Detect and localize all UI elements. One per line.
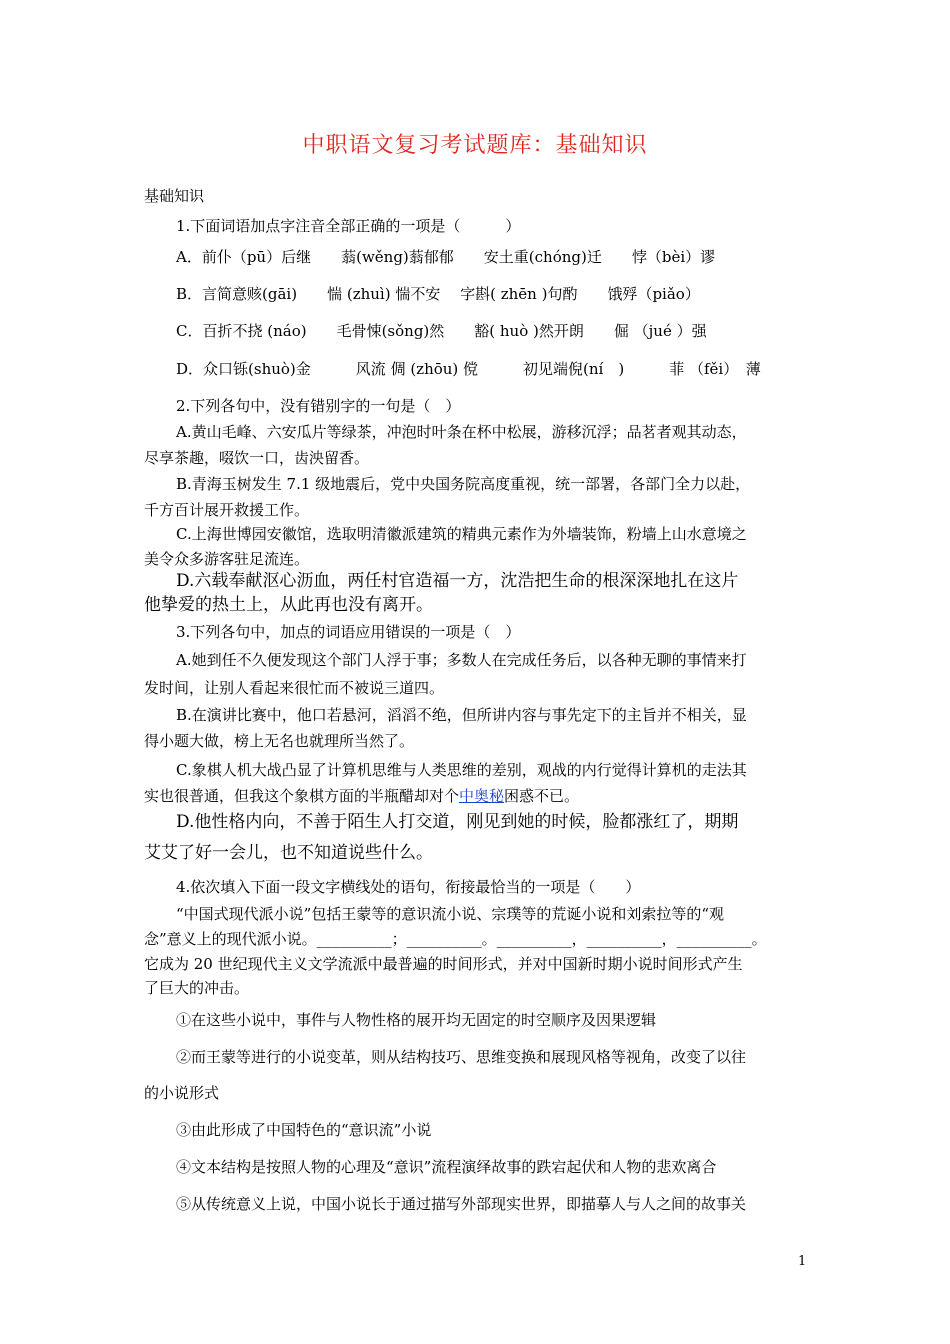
- q2-option-a-line1: A.黄山毛峰、六安瓜片等绿茶，冲泡时叶条在杯中松展，游移沉浮；品茗者观其动态，: [176, 423, 747, 441]
- q2-option-d-line1: D.六载奉献沤心沥血，两任村官造福一方，沈浩把生命的根深深地扎在这片: [176, 571, 739, 591]
- section-heading: 基础知识: [144, 187, 205, 205]
- q4-sentence-1: ①在这些小说中，事件与人物性格的展开均无固定的时空顺序及因果逻辑: [176, 1011, 657, 1029]
- q3-option-c-text-before: 实也很普通，但我这个象棋方面的半瓶醋却对个: [144, 787, 460, 805]
- q1-option-b: B．言简意赅(gāi) 惴 (zhuì) 惴不安 字斟( zhēn )句酌 饿殍（piǎo）: [176, 285, 700, 303]
- zhong-aomi-link[interactable]: 中奥秘: [459, 787, 505, 805]
- q3-option-a-line1: A.她到任不久便发现这个部门人浮于事；多数人在完成任务后，以各种无聊的事情来打: [176, 651, 747, 669]
- q4-sentence-2-line2: 的小说形式: [144, 1084, 220, 1102]
- q3-option-b-line2: 得小题大做，榜上无名也就理所当然了。: [144, 732, 415, 750]
- q3-option-c-text-after: 困惑不已。: [504, 787, 580, 805]
- q3-option-a-line2: 发时间，让别人看起来很忙而不被说三道四。: [144, 679, 445, 697]
- q3-option-d-line1: D.他性格内向，不善于陌生人打交道，刚见到她的时候，脸都涨红了，期期: [176, 812, 739, 832]
- q3-option-c-line2: [144, 786, 579, 806]
- q2-stem: 2.下列各句中，没有错别字的一句是（ ）: [176, 397, 461, 415]
- q2-option-a-line2: 尽享茶趣，啜饮一口，齿泱留香。: [144, 449, 370, 467]
- q2-option-b-line2: 千方百计展开救援工作。: [144, 501, 310, 519]
- q4-sentence-3: ③由此形成了中国特色的“意识流”小说: [176, 1121, 432, 1139]
- page-number: 1: [798, 1254, 807, 1269]
- q4-sentence-2-line1: ②而王蒙等进行的小说变革，则从结构技巧、思维变换和展现风格等视角，改变了以往: [176, 1048, 747, 1066]
- document-title: 中职语文复习考试题库：基础知识: [302, 133, 648, 158]
- q3-option-b-line1: B.在演讲比赛中，他口若悬河，滔滔不绝，但所讲内容与事先定下的主旨并不相关，显: [176, 706, 747, 724]
- q2-option-d-line2: 他挚爱的热土上，从此再也没有离开。: [144, 595, 433, 615]
- q2-option-c-line1: C.上海世博园安徽馆，选取明清徽派建筑的精典元素作为外墙装饰，粉墙上山水意境之: [176, 525, 747, 543]
- q2-option-b-line1: B.青海玉树发生 7.1 级地震后，党中央国务院高度重视，统一部署，各部门全力以赴，: [176, 475, 751, 493]
- q4-passage-line3: 它成为 20 世纪现代主义文学流派中最普遍的时间形式，并对中国新时期小说时间形式产生: [144, 955, 743, 973]
- q4-sentence-5: ⑤从传统意义上说，中国小说长于通过描写外部现实世界，即描摹人与人之间的故事关: [176, 1195, 747, 1213]
- q1-stem: 1.下面词语加点字注音全部正确的一项是（ ）: [176, 217, 521, 235]
- q1-option-a: A．前仆（pū）后继 蓊(wěng)蓊郁郁 安土重(chóng)迁 悖（bèi）谬: [176, 248, 716, 266]
- q4-passage-line2: 念”意义上的现代派小说。__________；__________。__________，__________，__________。: [144, 930, 767, 948]
- q3-option-c-line1: C.象棋人机大战凸显了计算机思维与人类思维的差别，观战的内行觉得计算机的走法其: [176, 761, 747, 779]
- q4-sentence-4: ④文本结构是按照人物的心理及“意识”流程演绎故事的跌宕起伏和人物的悲欢离合: [176, 1158, 717, 1176]
- q2-option-c-line2: 美令众多游客驻足流连。: [144, 550, 310, 568]
- q3-stem: 3.下列各句中，加点的词语应用错误的一项是（ ）: [176, 623, 521, 641]
- q4-passage-line4: 了巨大的冲击。: [144, 979, 250, 997]
- q3-option-d-line2: 艾艾了好一会儿，也不知道说些什么。: [144, 843, 433, 863]
- q4-passage-line1: “中国式现代派小说”包括王蒙等的意识流小说、宗璞等的荒诞小说和刘索拉等的“观: [176, 905, 725, 923]
- q4-stem: 4.依次填入下面一段文字横线处的语句，衔接最恰当的一项是（ ）: [176, 878, 641, 896]
- q1-option-d: D．众口铄(shuò)金 风流 倜 (zhōu) 傥 初见端倪(ní ) 菲 （fěi） 薄: [176, 360, 761, 378]
- q1-option-c: C．百折不挠 (náo) 毛骨悚(sǒng)然 豁( huò )然开朗 倔 （jué ）强: [176, 322, 707, 340]
